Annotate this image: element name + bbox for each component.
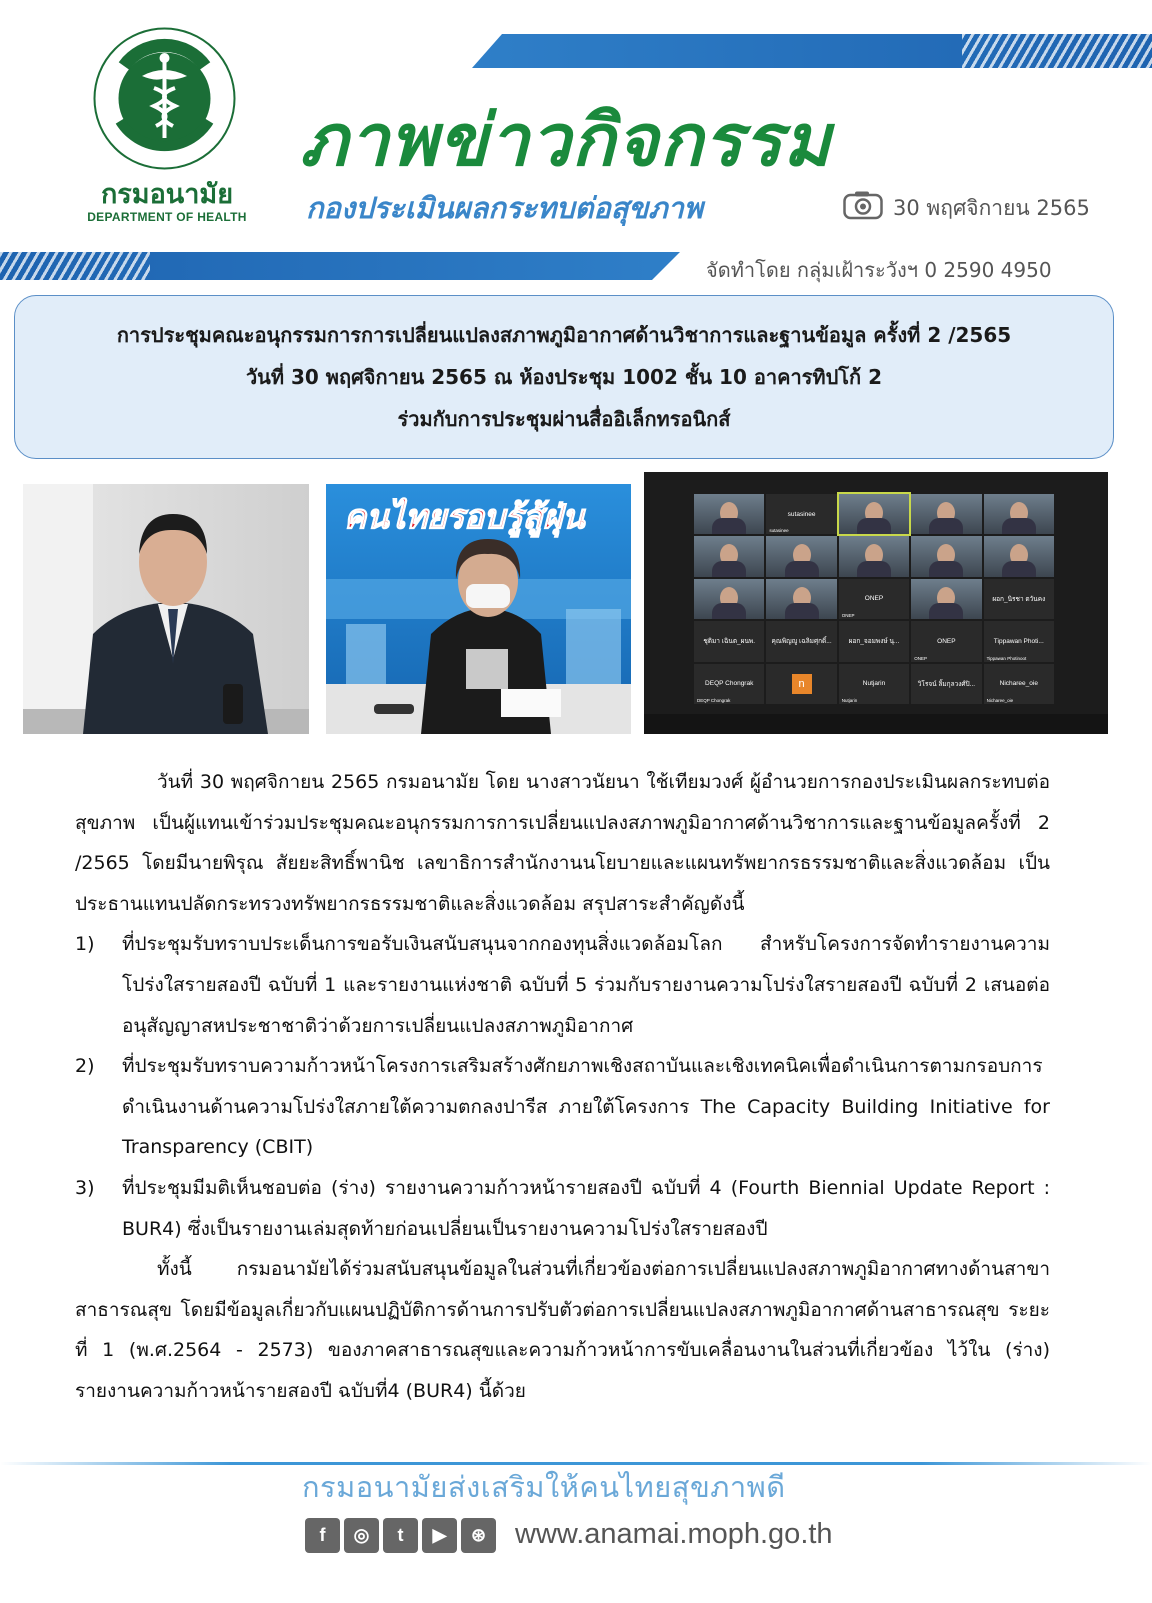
participant-tile xyxy=(984,579,1054,619)
meeting-date-venue-line: วันที่ 30 พฤศจิกายน 2565 ณ ห้องประชุม 1002 ชั้น 10 อาคารทิปโก้ 2 xyxy=(245,365,883,389)
participant-name: คุณพิญญู เฉลิมศุกดิ์... xyxy=(771,638,832,646)
participant-tile xyxy=(984,664,1054,704)
participant-tile xyxy=(694,536,764,576)
list-text: ที่ประชุมรับทราบประเด็นการขอรับเงินสนับสนุนจากกองทุนสิ่งแวดล้อมโลก สำหรับโครงการจัดทำรายงานความโปร่งใสรายสองปี ฉบับที่ 1 และรายงานแห่งชาติ ฉบับที่ 5 ร่วมกับรายงานความโปร่งใสรายสองปี ฉบับที่ 2 เสนอต่ออนุสัญญาสหประชาชาติว่าด้วยการเปลี่ยนแปลงสภาพภูมิอากาศ xyxy=(122,933,1050,1037)
participant-tile xyxy=(839,494,909,534)
twitter-icon[interactable]: t xyxy=(383,1518,418,1553)
participant-name: DEQP Chongrak xyxy=(705,680,754,688)
meeting-title-box xyxy=(14,295,1114,459)
photo-chairman xyxy=(23,484,309,734)
youtube-icon[interactable]: ▶ xyxy=(422,1518,457,1553)
division-name: กองประเมินผลกระทบต่อสุขภาพ xyxy=(306,191,703,225)
list-number: 3) xyxy=(75,1176,95,1199)
participant-avatar: n xyxy=(792,674,812,694)
dribbble-icon[interactable]: ⊛ xyxy=(461,1518,496,1553)
participant-name: Tippawan Photi... xyxy=(993,637,1044,645)
participant-tile xyxy=(911,579,981,619)
participant-tile xyxy=(694,621,764,661)
ministry-logo xyxy=(92,26,237,171)
participant-tile xyxy=(694,664,764,704)
header-stripe-top xyxy=(472,34,1152,68)
list-item xyxy=(75,1046,1050,1168)
participant-name: sutasinee xyxy=(787,510,816,518)
participant-label: Nicharee_oie xyxy=(986,698,1014,703)
article-body xyxy=(75,762,1050,1412)
participant-name: Nicharee_oie xyxy=(999,680,1038,688)
participant-tile xyxy=(911,494,981,534)
participant-tile xyxy=(911,621,981,661)
participant-tile xyxy=(839,621,909,661)
participant-name: Nutjarin xyxy=(862,680,886,688)
participant-label: ONEP xyxy=(841,613,855,619)
participant-label: Nutjarin xyxy=(841,698,858,703)
participant-name: ผอก_นิรชา ตวันคง xyxy=(992,595,1046,603)
participant-label: ONEP xyxy=(914,655,927,661)
participant-name: วิโรจน์ ลิ้มกุลวงศ์ปิ... xyxy=(917,680,976,688)
page-title: ภาพข่าวกิจกรรม xyxy=(300,98,832,182)
website-link[interactable]: www.anamai.moph.go.th xyxy=(515,1518,833,1550)
participant-label: sutasinee xyxy=(769,528,789,534)
meeting-title-line: การประชุมคณะอนุกรรมการการเปลี่ยนแปลงสภาพภูมิอากาศด้านวิชาการและฐานข้อมูล ครั้งที่ 2 /2565 xyxy=(116,323,1012,347)
camera-icon xyxy=(843,190,883,220)
producer-credit: จัดทำโดย กลุ่มเฝ้าระวังฯ 0 2590 4950 xyxy=(706,258,1052,282)
social-links xyxy=(305,1518,496,1553)
list-number: 2) xyxy=(75,1055,95,1078)
participant-tile xyxy=(766,579,836,619)
participant-tile xyxy=(839,536,909,576)
header-date: 30 พฤศจิกายน 2565 xyxy=(893,196,1090,220)
participant-tile xyxy=(911,536,981,576)
campaign-overlay-text: คนไทยรอบรู้สู้ฝุ่น xyxy=(344,497,585,536)
meeting-toolbar xyxy=(644,714,1108,734)
list-item xyxy=(75,924,1050,1046)
photo-online-meeting xyxy=(644,472,1108,734)
facebook-icon[interactable]: f xyxy=(305,1518,340,1553)
participant-tile xyxy=(766,536,836,576)
meeting-mode-line: ร่วมกับการประชุมผ่านสื่ออิเล็กทรอนิกส์ xyxy=(397,407,731,431)
participant-tile xyxy=(694,494,764,534)
list-number: 1) xyxy=(75,933,95,956)
participant-tile xyxy=(766,621,836,661)
participant-tile xyxy=(694,579,764,619)
footer-slogan: กรมอนามัยส่งเสริมให้คนไทยสุขภาพดี xyxy=(302,1470,786,1504)
participant-name: ONEP xyxy=(864,595,884,603)
participant-label: Tippawan Photinoot xyxy=(986,655,1027,661)
photo-speaker xyxy=(326,484,631,734)
list-text: ที่ประชุมรับทราบความก้าวหน้าโครงการเสริมสร้างศักยภาพเชิงสถาบันและเชิงเทคนิคเพื่อดำเนินการตามกรอบการดำเนินงานด้านความโปร่งใสภายใต้ความตกลงปารีส ภายใต้โครงการ The Capacity Building Initiative for Transparency (CBIT) xyxy=(122,1055,1050,1159)
participant-tile xyxy=(984,621,1054,661)
department-name-th: กรมอนามัย xyxy=(100,179,234,210)
participant-tile xyxy=(984,494,1054,534)
participant-tile xyxy=(766,494,836,534)
participant-tile xyxy=(984,536,1054,576)
participant-tile xyxy=(839,664,909,704)
video-conference-grid xyxy=(694,494,1054,704)
header-stripe-bottom xyxy=(0,252,680,280)
participant-name: ชุติมา เฉินต_ผนพ. xyxy=(703,638,756,646)
messenger-icon[interactable]: ◎ xyxy=(344,1518,379,1553)
list-text: ที่ประชุมมีมติเห็นชอบต่อ (ร่าง) รายงานความก้าวหน้ารายสองปี ฉบับที่ 4 (Fourth Biennial Update Report : BUR4) ซึ่งเป็นรายงานเล่มสุดท้ายก่อนเปลี่ยนเป็นรายงานความโปร่งใสรายสองปี xyxy=(122,1176,1050,1240)
participant-label: DEQP Chongrak xyxy=(697,698,731,703)
intro-paragraph: วันที่ 30 พฤศจิกายน 2565 กรมอนามัย โดย นางสาวนัยนา ใช้เทียมวงศ์ ผู้อำนวยการกองประเมินผลกระทบต่อสุขภาพ เป็นผู้แทนเข้าร่วมประชุมคณะอนุกรรมการการเปลี่ยนแปลงสภาพภูมิอากาศด้านวิชาการและฐานข้อมูลครั้งที่ 2 /2565 โดยมีนายพิรุณ สัยยะสิทธิ์พานิช เลขาธิการสำนักงานนโยบายและแผนทรัพยากรธรรมชาติและสิ่งแวดล้อม เป็นประธานแทนปลัดกระทรวงทรัพยากรธรรมชาติและสิ่งแวดล้อม สรุปสาระสำคัญดังนี้ xyxy=(75,771,1050,915)
participant-name: ONEP xyxy=(937,637,956,645)
closing-paragraph: ทั้งนี้ กรมอนามัยได้ร่วมสนับสนุนข้อมูลในส่วนที่เกี่ยวข้องต่อการเปลี่ยนแปลงสภาพภูมิอากาศทางด้านสาขาสาธารณสุข โดยมีข้อมูลเกี่ยวกับแผนปฏิบัติการด้านการปรับตัวต่อการเปลี่ยนแปลงสภาพภูมิอากาศด้านสาธารณสุข ระยะที่ 1 (พ.ศ.2564 - 2573) ของภาคสาธารณสุขและความก้าวหน้าการขับเคลื่อนงานในส่วนที่เกี่ยวข้อง ไว้ใน (ร่าง) รายงานความก้าวหน้ารายสองปี ฉบับที่4 (BUR4) นี้ด้วย xyxy=(75,1258,1050,1402)
department-name-en: DEPARTMENT OF HEALTH xyxy=(87,210,247,224)
participant-tile xyxy=(766,664,836,704)
participant-name: ผอก_จอมพงษ์ นุ... xyxy=(848,638,900,646)
list-item xyxy=(75,1168,1050,1249)
participant-tile xyxy=(839,579,909,619)
participant-tile xyxy=(911,664,981,704)
